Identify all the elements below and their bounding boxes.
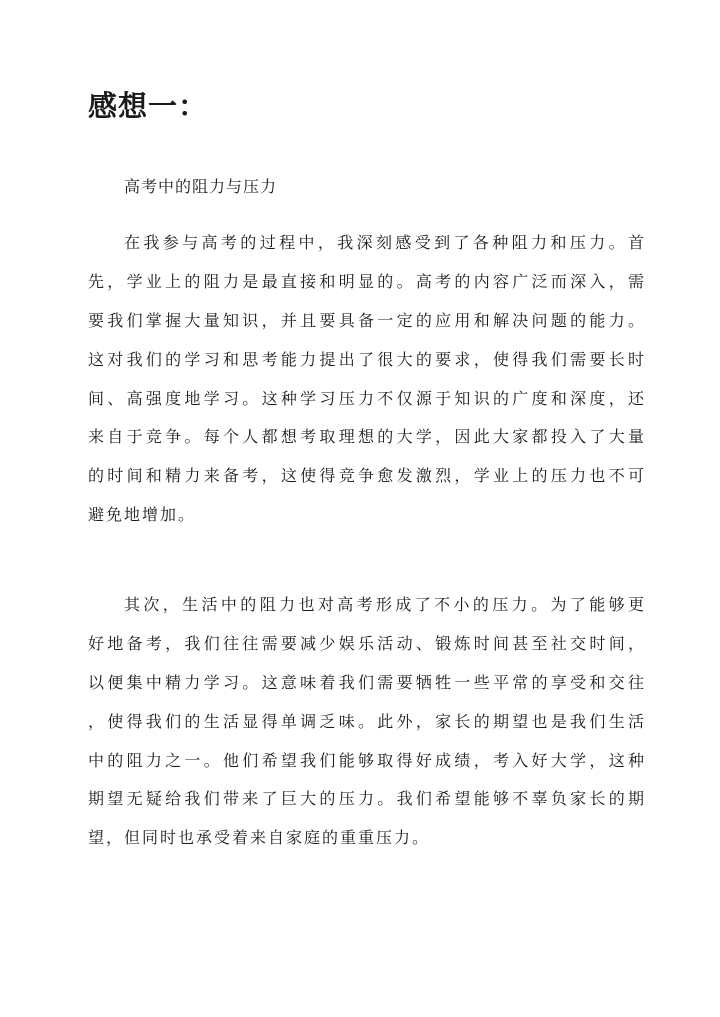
paragraph-line: 其次，生活中的阻力也对高考形成了不小的压力。为了能够更 [124,595,644,614]
paragraph-line: 望，但同时也承受着来自家庭的重重压力。 [88,828,431,848]
paragraph-line: 好地备考，我们往往需要减少娱乐活动、锻炼时间甚至社交时间， [88,633,644,653]
page-heading: 感想一： [88,89,209,123]
paragraph-line: 以便集中精力学习。这意味着我们需要牺牲一些平常的享受和交往 [88,672,644,692]
paragraph-1 [88,224,644,535]
paragraph-line: 中的阻力之一。他们希望我们能够取得好成绩，考入好大学，这种 [88,750,644,770]
essay-subtitle: 高考中的阻力与压力 [124,177,278,196]
paragraph-line: 在我参与高考的过程中，我深刻感受到了各种阻力和压力。首 [124,233,644,252]
paragraph-line: 先，学业上的阻力是最直接和明显的。高考的内容广泛而深入，需 [88,271,644,291]
paragraph-line: 的时间和精力来备考，这使得竞争愈发激烈，学业上的压力也不可 [88,466,644,486]
paragraph-line: 这对我们的学习和思考能力提出了很大的要求，使得我们需要长时 [88,349,644,369]
paragraph-line: ，使得我们的生活显得单调乏味。此外，家长的期望也是我们生活 [88,711,644,731]
paragraph-line: 要我们掌握大量知识，并且要具备一定的应用和解决问题的能力。 [88,310,644,330]
paragraph-line: 间、高强度地学习。这种学习压力不仅源于知识的广度和深度，还 [88,388,644,408]
paragraph-line: 来自于竞争。每个人都想考取理想的大学，因此大家都投入了大量 [88,427,644,447]
paragraph-2 [88,586,644,858]
paragraph-line: 期望无疑给我们带来了巨大的压力。我们希望能够不辜负家长的期 [88,789,644,809]
paragraph-line: 避免地增加。 [88,505,197,525]
